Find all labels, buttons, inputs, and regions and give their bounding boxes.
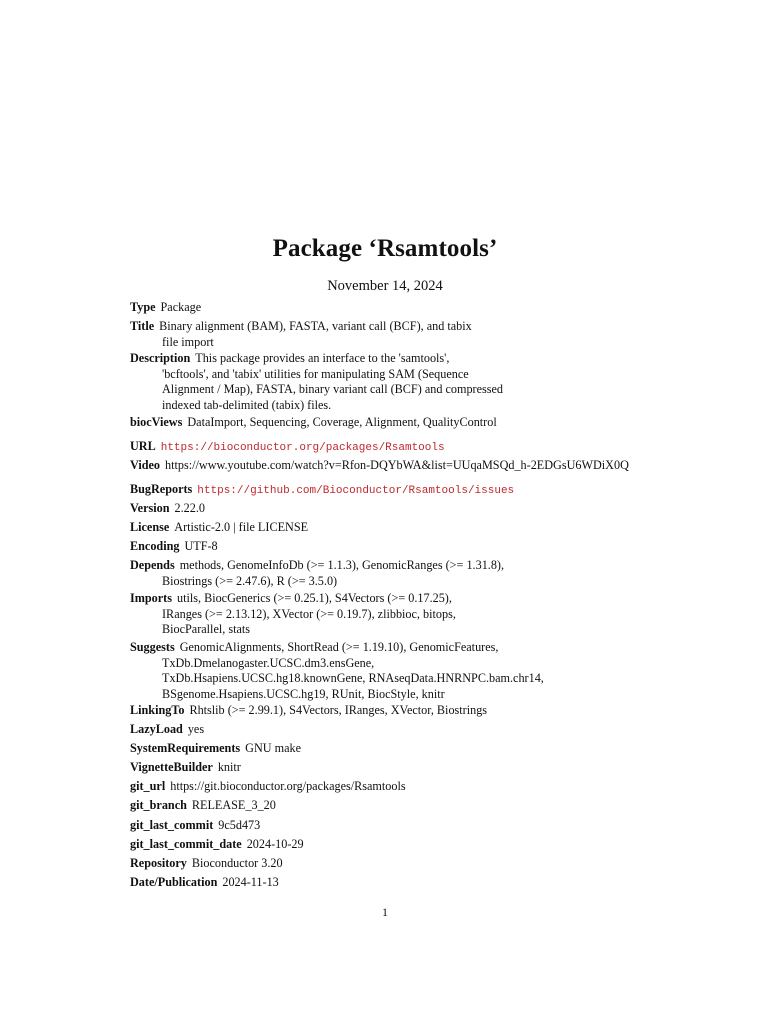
- field-description: [130, 351, 503, 413]
- field-value: 2.22.0: [174, 501, 205, 515]
- field-value-line: methods, GenomeInfoDb (>= 1.1.3), GenomicRanges (>= 1.31.8),: [179, 558, 505, 572]
- field-value-line: TxDb.Hsapiens.UCSC.hg18.knownGene, RNAseqData.HNRNPC.bam.chr14,: [162, 671, 544, 685]
- field-value: 2024-10-29: [246, 837, 304, 851]
- field-name: LinkingTo: [130, 703, 185, 717]
- field-type: [130, 300, 201, 316]
- field-date-publication: [130, 875, 279, 891]
- field-value-line: BSgenome.Hsapiens.UCSC.hg19, RUnit, BiocStyle, knitr: [162, 686, 445, 701]
- field-name: Depends: [130, 558, 175, 572]
- field-value: GNU make: [245, 741, 301, 755]
- field-video: [130, 458, 629, 474]
- page-number: 1: [382, 905, 388, 919]
- field-name: Version: [130, 501, 170, 515]
- field-value: UTF-8: [184, 539, 218, 553]
- field-name: License: [130, 520, 170, 534]
- field-value: Package: [160, 300, 202, 314]
- page-title: Package ‘Rsamtools’: [272, 235, 498, 262]
- field-name: git_branch: [130, 798, 187, 812]
- field-value: https://git.bioconductor.org/packages/Rsamtools: [170, 779, 406, 793]
- field-url: [130, 439, 445, 457]
- field-value-line: indexed tab-delimited (tabix) files.: [162, 397, 332, 412]
- field-name: Repository: [130, 856, 187, 870]
- field-name: Title: [130, 319, 155, 333]
- field-name: Suggests: [130, 640, 175, 654]
- field-name: Type: [130, 300, 156, 314]
- field-linkingto: [130, 703, 487, 719]
- field-biocviews: [130, 415, 497, 431]
- bugreports-link[interactable]: https://github.com/Bioconductor/Rsamtools/issues: [197, 485, 515, 497]
- field-imports: [130, 591, 456, 638]
- field-value: https://www.youtube.com/watch?v=Rfon-DQYbWA&list=UUqaMSQd_h-2EDGsU6WDiX0Q: [165, 458, 629, 472]
- field-version: [130, 501, 205, 517]
- field-title: [130, 319, 472, 350]
- field-name: Encoding: [130, 539, 180, 553]
- field-value: yes: [187, 722, 205, 736]
- field-name: URL: [130, 439, 156, 453]
- field-vignettebuilder: [130, 760, 241, 776]
- field-value: 9c5d473: [218, 818, 261, 832]
- field-value-line: BiocParallel, stats: [162, 622, 251, 636]
- field-name: git_last_commit_date: [130, 837, 242, 851]
- field-lazyload: [130, 722, 204, 738]
- field-value-line: 'bcftools', and 'tabix' utilities for manipulating SAM (Sequence: [162, 366, 469, 381]
- field-license: [130, 520, 308, 536]
- field-value-line: TxDb.Dmelanogaster.UCSC.dm3.ensGene,: [162, 655, 375, 670]
- field-git-url: [130, 779, 406, 795]
- field-value: 2024-11-13: [222, 875, 279, 889]
- field-value: RELEASE_3_20: [191, 798, 276, 812]
- field-git-branch: [130, 798, 276, 814]
- field-name: Description: [130, 351, 191, 365]
- field-value-line: Alignment / Map), FASTA, binary variant call (BCF) and compressed: [162, 382, 503, 396]
- field-git-last-commit: [130, 818, 260, 834]
- publication-date: November 14, 2024: [327, 278, 443, 294]
- field-name: Video: [130, 458, 161, 472]
- field-value-line: Biostrings (>= 2.47.6), R (>= 3.5.0): [162, 573, 338, 588]
- field-value: Rhtslib (>= 2.99.1), S4Vectors, IRanges, XVector, Biostrings: [189, 703, 488, 717]
- field-git-last-commit-date: [130, 837, 304, 853]
- field-name: Imports: [130, 591, 172, 605]
- field-bugreports: [130, 482, 514, 500]
- field-value: DataImport, Sequencing, Coverage, Alignment, QualityControl: [187, 415, 497, 429]
- field-name: SystemRequirements: [130, 741, 241, 755]
- field-value-line: file import: [162, 334, 214, 349]
- field-name: biocViews: [130, 415, 183, 429]
- field-value-line: GenomicAlignments, ShortRead (>= 1.19.10), GenomicFeatures,: [179, 640, 499, 654]
- field-depends: [130, 558, 504, 589]
- field-systemrequirements: [130, 741, 301, 757]
- field-value: Artistic-2.0 | file LICENSE: [174, 520, 309, 534]
- field-value: Bioconductor 3.20: [191, 856, 283, 870]
- field-repository: [130, 856, 283, 872]
- field-name: LazyLoad: [130, 722, 183, 736]
- field-name: VignetteBuilder: [130, 760, 213, 774]
- url-link[interactable]: https://bioconductor.org/packages/Rsamtools: [160, 442, 445, 454]
- field-name: Date/Publication: [130, 875, 218, 889]
- field-value-line: This package provides an interface to the 'samtools',: [195, 351, 450, 365]
- field-value-line: IRanges (>= 2.13.12), XVector (>= 0.19.7), zlibbioc, bitops,: [162, 606, 456, 621]
- field-suggests: [130, 640, 544, 702]
- field-value-line: utils, BiocGenerics (>= 0.25.1), S4Vectors (>= 0.17.25),: [176, 591, 452, 605]
- field-encoding: [130, 539, 218, 555]
- field-value: knitr: [217, 760, 241, 774]
- field-value-line: Binary alignment (BAM), FASTA, variant call (BCF), and tabix: [159, 319, 472, 333]
- field-name: git_last_commit: [130, 818, 214, 832]
- field-name: git_url: [130, 779, 166, 793]
- field-name: BugReports: [130, 482, 193, 496]
